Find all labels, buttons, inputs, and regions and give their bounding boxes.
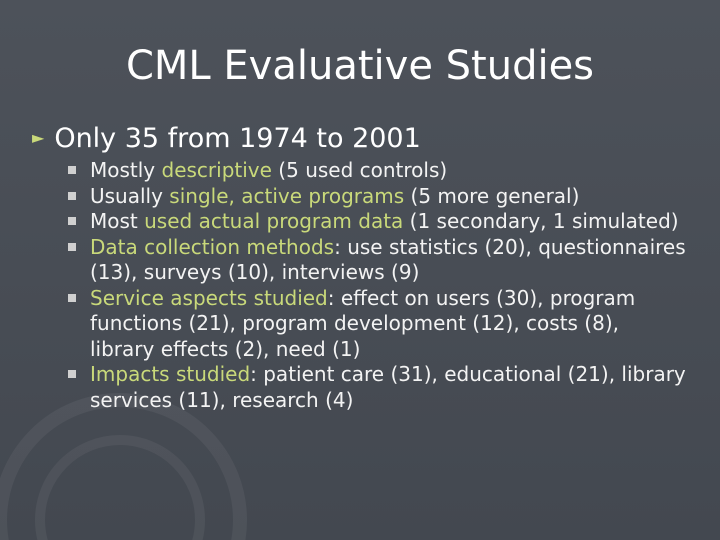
arrow-bullet-icon: ►: [32, 128, 45, 147]
sub-bullet-prefix: Most: [90, 209, 138, 233]
sub-bullet-text: : effect on users (30), program functions (21), program development (12), costs (8), library effects (2), need (1): [90, 285, 636, 361]
square-bullet-icon: [68, 166, 76, 174]
sub-bullet-text: (5 more general): [404, 183, 580, 208]
sub-bullet-item: [66, 209, 686, 235]
slide-title: CML Evaluative Studies: [125, 43, 595, 89]
sub-bullet-highlight: single, active programs: [162, 183, 405, 208]
square-bullet-icon: [68, 370, 76, 378]
sub-bullet-item: [66, 362, 686, 413]
sub-bullet-prefix: Mostly: [90, 158, 156, 182]
sub-bullet-text: (5 used controls): [271, 158, 448, 182]
square-bullet-icon: [68, 243, 76, 251]
sub-bullet-prefix: Usually: [90, 183, 163, 208]
sub-bullet-highlight: used actual program data: [137, 209, 404, 233]
sub-bullet-text: (1 secondary, 1 simulated): [403, 209, 679, 233]
sub-bullet-item: [66, 158, 686, 184]
sub-bullet-highlight: Impacts studied: [90, 362, 251, 386]
sub-bullet-highlight: descriptive: [155, 158, 272, 182]
sub-bullet-item: [66, 235, 686, 286]
sub-bullet-highlight: Service aspects studied: [90, 285, 328, 310]
sub-bullet-text: : use statistics (20), questionnaires (13), surveys (10), interviews (9): [90, 234, 686, 284]
sub-bullet-highlight: Data collection methods: [90, 234, 335, 259]
sub-bullet-item: [66, 184, 686, 210]
main-bullet: [32, 121, 421, 157]
square-bullet-icon: [68, 294, 76, 302]
square-bullet-icon: [68, 217, 76, 225]
square-bullet-icon: [68, 192, 76, 200]
main-bullet-text: Only 35 from 1974 to 2001: [54, 123, 421, 154]
sub-bullet-item: [66, 286, 686, 363]
sub-bullet-list: [66, 158, 686, 413]
sub-bullet-text: : patient care (31), educational (21), library services (11), research (4): [90, 362, 686, 412]
